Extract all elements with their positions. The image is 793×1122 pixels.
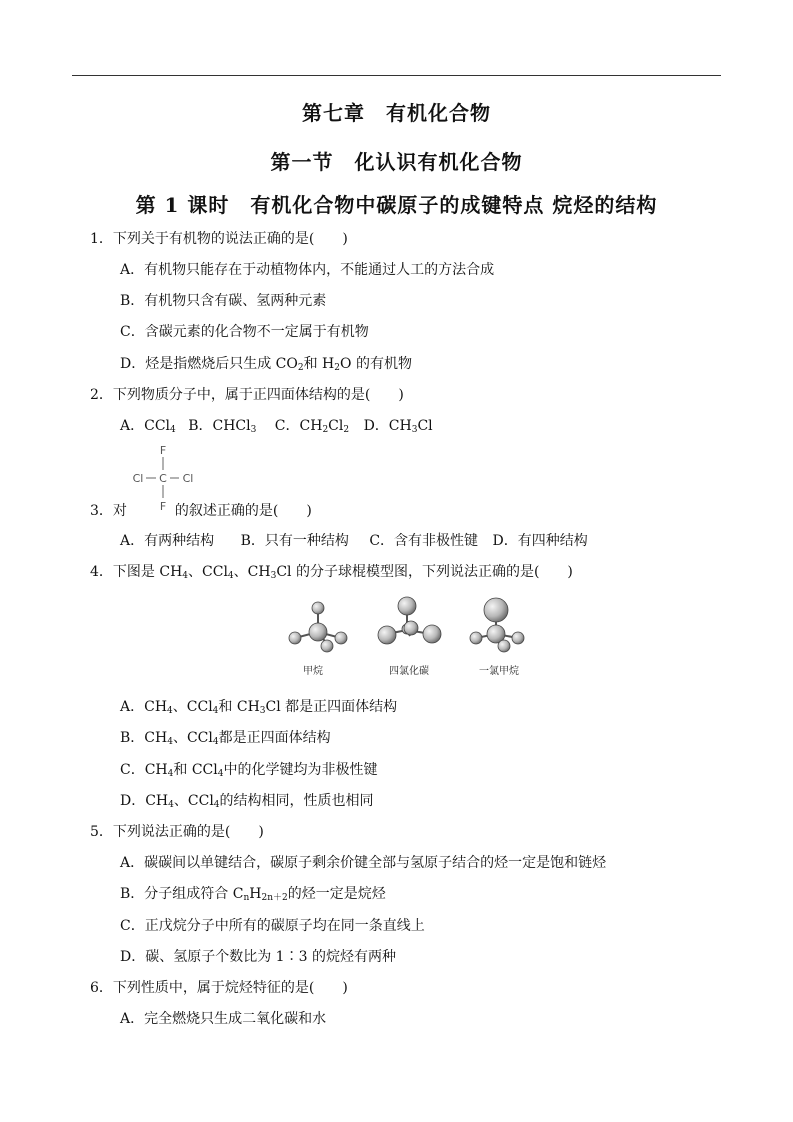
- formula-atom-c: C: [159, 472, 167, 485]
- chapter-title: 第七章 有机化合物: [302, 101, 491, 125]
- question-2-option-c[interactable]: C．$CH_2Cl_2$: [274, 418, 350, 435]
- question-4-option-b[interactable]: B．$CH_4$、CCl$_4$都是正四面体结构: [120, 730, 331, 747]
- model-label-methane: 甲烷: [303, 666, 323, 677]
- question-1-stem: 1．下列关于有机物的说法正确的是( ): [90, 231, 348, 247]
- question-3-options: [120, 530, 588, 550]
- question-4-option-c[interactable]: C．$CH_4$和 CCl$_4$中的化学键均为非极性键: [120, 762, 378, 779]
- section-title: 第一节 化认识有机化合物: [270, 150, 523, 174]
- methane-model: [289, 602, 347, 652]
- question-5-option-c[interactable]: C．正戊烷分子中所有的碳原子均在同一条直线上: [120, 918, 425, 934]
- question-3-stem: 3．对 的叙述正确的是( ): [90, 503, 312, 519]
- question-3-option-a[interactable]: A．有两种结构: [120, 533, 215, 549]
- carbon-tetrachloride-model: [378, 597, 441, 644]
- question-6-stem: 6．下列性质中，属于烷烃特征的是( ): [90, 980, 348, 996]
- question-5-stem: 5．下列说法正确的是( ): [90, 824, 264, 840]
- lesson-title: 第 1 课时 有机化合物中碳原子的成键特点 烷烃的结构: [135, 193, 658, 217]
- header-rule: [72, 75, 721, 76]
- ball-and-stick-models: [283, 592, 533, 682]
- question-3-option-d[interactable]: D．有四种结构: [492, 533, 588, 549]
- question-3-option-c[interactable]: C．含有非极性键: [369, 533, 479, 549]
- question-6-option-a[interactable]: A．完全燃烧只生成二氧化碳和水: [120, 1011, 327, 1027]
- question-4-option-a[interactable]: A．$CH_4$、CCl$_4$和 $CH_3Cl$ 都是正四面体结构: [120, 699, 398, 716]
- question-5-option-d[interactable]: D．碳、氢原子个数比为 1∶3 的烷烃有两种: [120, 949, 396, 965]
- question-2-option-b[interactable]: B．CHCl$_3$: [188, 418, 257, 435]
- question-3-option-b[interactable]: B．只有一种结构: [240, 533, 349, 549]
- question-2-stem: 2．下列物质分子中，属于正四面体结构的是( ): [90, 387, 404, 403]
- formula-atom-cl-left: Cl: [132, 472, 144, 485]
- model-label-chloromethane: 一氯甲烷: [479, 666, 519, 677]
- question-2-option-d[interactable]: D．$CH_3Cl$: [363, 418, 433, 435]
- chloromethane-model: [470, 598, 524, 652]
- question-1-option-b[interactable]: B．有机物只含有碳、氢两种元素: [120, 293, 327, 309]
- question-5-option-a[interactable]: A．碳碳间以单键结合，碳原子剩余价键全部与氢原子结合的烃一定是饱和链烃: [120, 855, 607, 871]
- question-1-option-d[interactable]: D．烃是指燃烧后只生成 $CO_2$和 $H_2O$ 的有机物: [120, 356, 412, 373]
- question-2-option-a[interactable]: A．CCl$_4$: [120, 418, 176, 435]
- formula-atom-f-bottom: F: [159, 500, 167, 513]
- formula-atom-cl-right: Cl: [182, 472, 194, 485]
- question-4-option-d[interactable]: D．$CH_4$、CCl$_4$的结构相同，性质也相同: [120, 793, 374, 810]
- question-1-option-c[interactable]: C．含碳元素的化合物不一定属于有机物: [120, 324, 369, 340]
- question-2-options: [120, 415, 433, 435]
- formula-atom-f-top: F: [159, 444, 167, 457]
- question-5-option-b[interactable]: B．分子组成符合 $C_nH_{2n+2}$的烃一定是烷烃: [120, 886, 386, 903]
- question-4-stem: 4．下图是 $CH_4$、CCl$_4$、$CH_3Cl$ 的分子球棍模型图，下列说法正确的是( ): [90, 564, 573, 581]
- question-1-option-a[interactable]: A．有机物只能存在于动植物体内，不能通过人工的方法合成: [120, 262, 495, 278]
- model-label-carbon-tetrachloride: 四氯化碳: [389, 666, 429, 677]
